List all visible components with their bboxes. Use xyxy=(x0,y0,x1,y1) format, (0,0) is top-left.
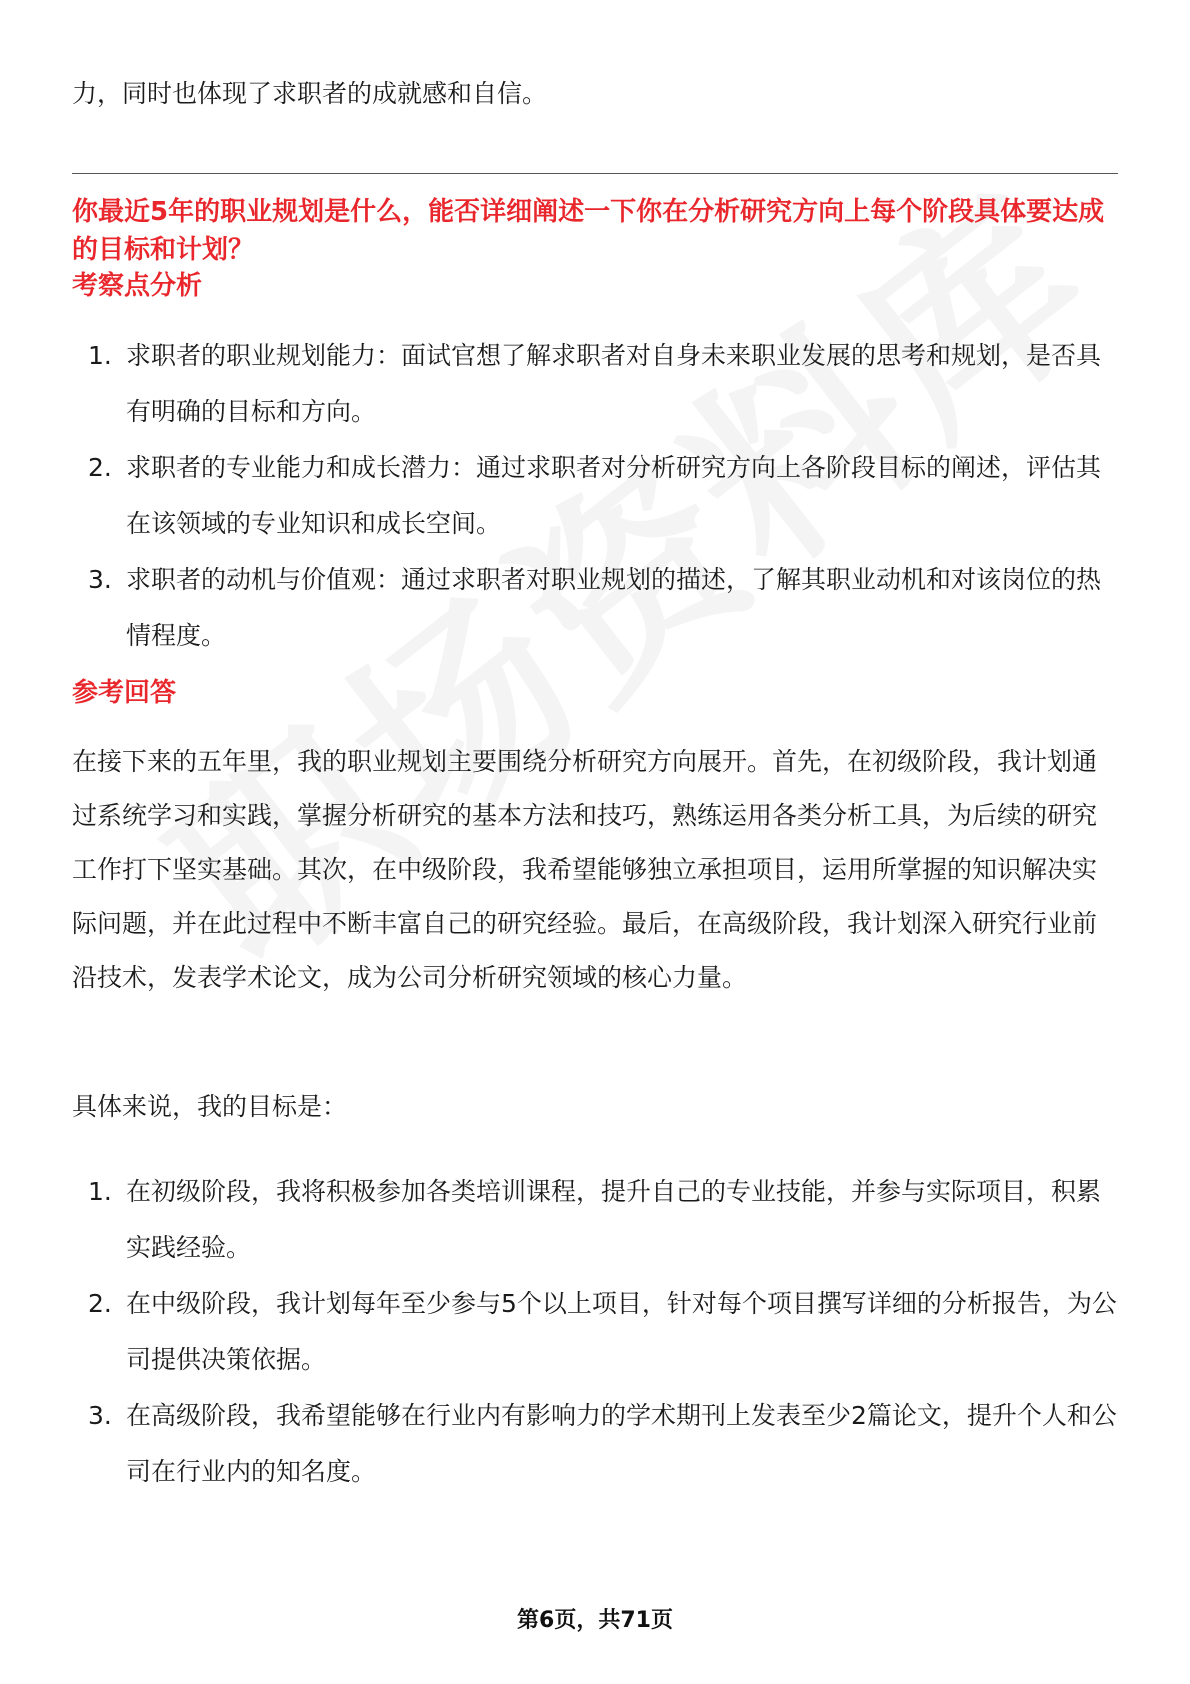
goals-list xyxy=(72,1164,1118,1500)
analysis-item-2 xyxy=(72,440,1118,552)
list-number: 2. xyxy=(88,1289,112,1318)
page-number: 第6页，共71页 xyxy=(517,1608,673,1633)
goal-item-3 xyxy=(72,1388,1118,1500)
list-number: 3. xyxy=(88,565,112,594)
list-number: 2. xyxy=(88,453,112,482)
answer-paragraph: 在接下来的五年里，我的职业规划主要围绕分析研究方向展开。首先，在初级阶段，我计划通过系统学习和实践，掌握分析研究的基本方法和技巧，熟练运用各类分析工具，为后续的研究工作打下坚实基础。其次，在中级阶段，我希望能够独立承担项目，运用所掌握的知识解决实际问题，并在此过程中不断丰富自己的研究经验。最后，在高级阶段，我计划深入研究行业前沿技术，发表学术论文，成为公司分析研究领域的核心力量。 xyxy=(72,747,1098,992)
list-number: 1. xyxy=(88,1177,112,1206)
answer-heading: 参考回答 xyxy=(72,678,177,708)
answer-intro: 具体来说，我的目标是： xyxy=(72,1092,348,1121)
section-divider xyxy=(72,173,1118,174)
list-item-text: 在高级阶段，我希望能够在行业内有影响力的学术期刊上发表至少2篇论文，提升个人和公司在行业内的知名度。 xyxy=(126,1401,1117,1486)
list-number: 3. xyxy=(88,1401,112,1430)
analysis-heading: 考察点分析 xyxy=(72,271,203,301)
continued-paragraph: 力，同时也体现了求职者的成就感和自信。 xyxy=(72,79,548,108)
list-item-text: 求职者的专业能力和成长潜力：通过求职者对分析研究方向上各阶段目标的阐述，评估其在该领域的专业知识和成长空间。 xyxy=(126,453,1102,538)
analysis-list xyxy=(72,328,1118,664)
question-title: 你最近5年的职业规划是什么，能否详细阐述一下你在分析研究方向上每个阶段具体要达成的目标和计划？ xyxy=(72,197,1105,265)
list-item-text: 求职者的动机与价值观：通过求职者对职业规划的描述，了解其职业动机和对该岗位的热情程度。 xyxy=(126,565,1102,650)
analysis-item-1 xyxy=(72,328,1118,440)
goal-item-2 xyxy=(72,1276,1118,1388)
list-item-text: 在初级阶段，我将积极参加各类培训课程，提升自己的专业技能，并参与实际项目，积累实践经验。 xyxy=(126,1177,1102,1262)
goal-item-1 xyxy=(72,1164,1118,1276)
analysis-item-3 xyxy=(72,552,1118,664)
list-item-text: 在中级阶段，我计划每年至少参与5个以上项目，针对每个项目撰写详细的分析报告，为公司提供决策依据。 xyxy=(126,1289,1117,1374)
list-number: 1. xyxy=(88,341,112,370)
list-item-text: 求职者的职业规划能力：面试官想了解求职者对自身未来职业发展的思考和规划，是否具有明确的目标和方向。 xyxy=(126,341,1102,426)
